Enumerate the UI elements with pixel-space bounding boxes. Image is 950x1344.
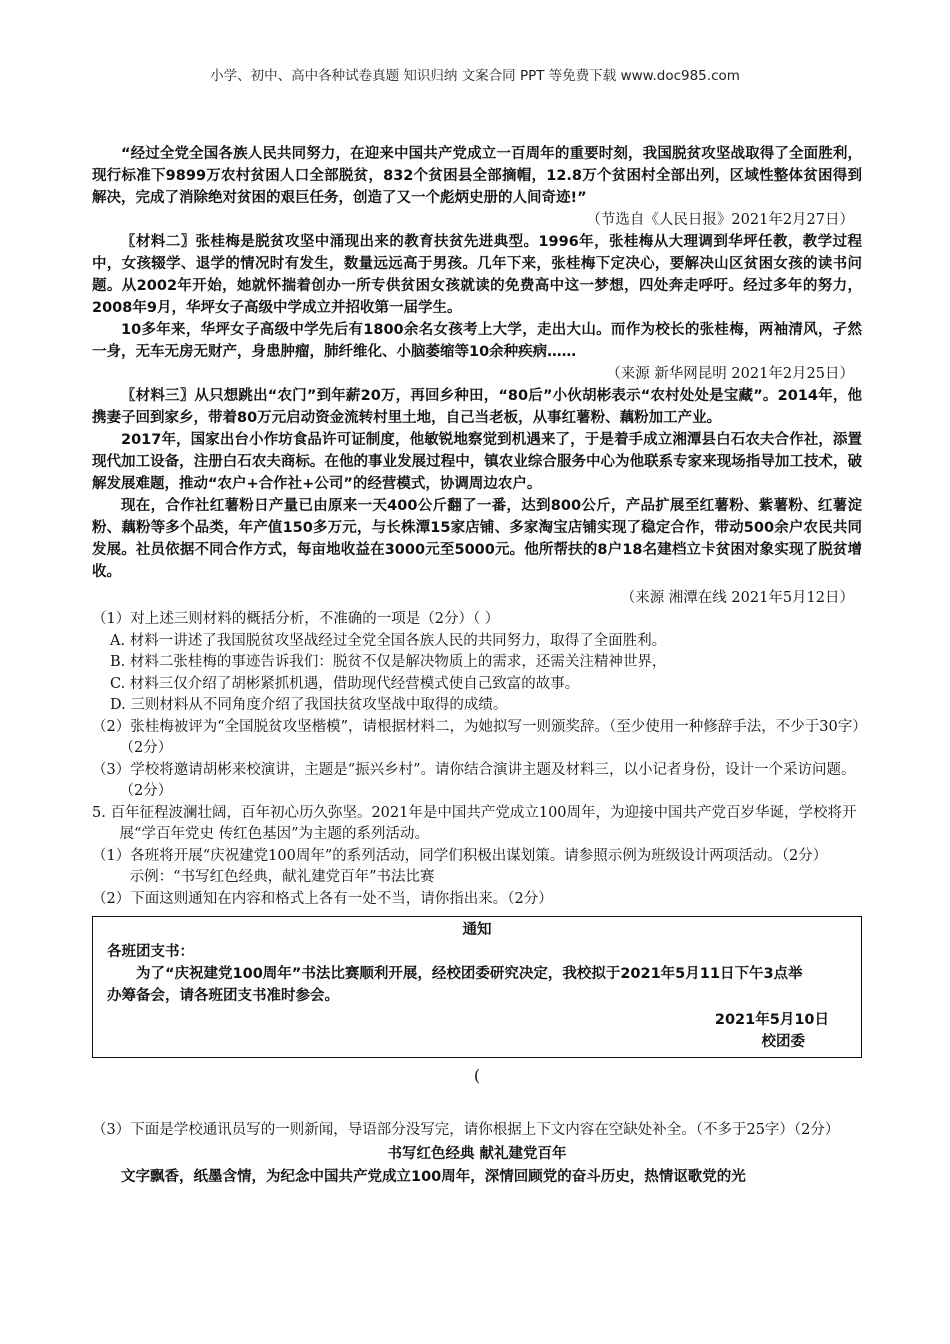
material3-para3: 现在，合作社红薯粉日产量已由原来一天400公斤翻了一番，达到800公斤，产品扩展至红薯粉、紫薯粉、红薯淀粉、藕粉等多个品类，年产值150多万元，与长株潭15家店铺、多家淘宝店铺实现了稳定合作，带动500余户农民共同发展。社员依据不同合作方式，每亩地收益在3000元至5000元。他所帮扶的8户18名建档立卡贫困对象实现了脱贫增收。 xyxy=(92,498,862,580)
q4-sub3: （3）学校将邀请胡彬来校演讲，主题是“振兴乡村”。请你结合演讲主题及材料三，以小记者身份，设计一个采访问题。（2分） xyxy=(92,761,856,799)
news-title: 书写红色经典 献礼建党百年 xyxy=(387,1145,567,1162)
material3-source: （来源 湘潭在线 2021年5月12日） xyxy=(620,590,854,606)
material2-para2: 10多年来，华坪女子高级中学先后有1800余名女孩考上大学，走出大山。而作为校长的张桂梅，两袖清风，孑然一身，无车无房无财产，身患肿瘤，肺纤维化、小脑萎缩等10余种疾病…… xyxy=(92,322,862,360)
material1-quote: “经过全党全国各族人民共同努力，在迎来中国共产党成立一百周年的重要时刻，我国脱贫攻坚战取得了全面胜利，现行标准下9899万农村贫困人口全部脱贫，832个贫困县全部摘帽，12.8万个贫困村全部出列，区域性整体贫困得到解决，完成了消除绝对贫困的艰巨任务，创造了又一个彪炳史册的人间奇迹!” xyxy=(92,146,862,206)
q4-sub2: （2）张桂梅被评为“全国脱贫攻坚楷模”，请根据材料二，为她拟写一则颁奖辞。（至少使用一种修辞手法，不少于30字）（2分） xyxy=(92,718,860,756)
material1-source: （节选自《人民日报》2021年2月27日） xyxy=(586,212,854,228)
q4-option-c: C. 材料三仅介绍了胡彬紧抓机遇，借助现代经营模式使自己致富的故事。 xyxy=(110,675,580,692)
notice-greeting: 各班团支书： xyxy=(107,944,194,960)
notice-body: 为了“庆祝建党100周年”书法比赛顺利开展，经校团委研究决定，我校拟于2021年5月11日下午3点举办筹备会，请各班团支书准时参会。 xyxy=(107,966,803,1004)
q5-sub3: （3）下面是学校通讯员写的一则新闻，导语部分没写完，请你根据上下文内容在空缺处补全。（不多于25字）（2分） xyxy=(92,1122,840,1138)
q5-stem: 5. 百年征程波澜壮阔，百年初心历久弥坚。2021年是中国共产党成立100周年，为迎接中国共产党百岁华诞，学校将开展“学百年党史 传红色基因”为主题的系列活动。 xyxy=(92,804,857,842)
material3-para2: 2017年，国家出台小作坊食品许可证制度，他敏锐地察觉到机遇来了，于是着手成立湘潭县白石农夫合作社，添置现代加工设备，注册白石农夫商标。在他的事业发展过程中，镇农业综合服务中心为他联系专家来现场指导加工技术，破解发展难题，推动“农户+合作社+公司”的经营模式，协调周边农户。 xyxy=(92,432,862,492)
q5-sub2: （2）下面这则通知在内容和格式上各有一处不当，请你指出来。（2分） xyxy=(92,890,553,907)
notice-org: 校团委 xyxy=(761,1034,805,1050)
q4-option-d: D. 三则材料从不同角度介绍了我国扶贫攻坚战中取得的成绩。 xyxy=(110,697,508,713)
material2-para1: 〖材料二〗张桂梅是脱贫攻坚中涌现出来的教育扶贫先进典型。1996年，张桂梅从大理调到华坪任教，教学过程中，女孩辍学、退学的情况时有发生，数量远远高于男孩。几年下来，张桂梅下定决心，要解决山区贫困女孩的读书问题。从2002年开始，她就怀揣着创办一所专供贫困女孩就读的免费高中这一梦想，四处奔走呼吁。经过多年的努力，2008年9月，华坪女子高级中学成立并招收第一届学生。 xyxy=(92,234,862,316)
material3-para1: 〖材料三〗从只想跳出“农门”到年薪20万，再回乡种田，“80后”小伙胡彬表示“农村处处是宝藏”。2014年，他携妻子回到家乡，带着80万元启动资金流转村里土地，自己当老板，从事红薯粉、藕粉加工产业。 xyxy=(92,388,862,426)
q5-sub1: （1）各班将开展“庆祝建党100周年”的系列活动，同学们积极出谋划策。请参照示例为班级设计两项活动。（2分） xyxy=(92,847,828,864)
notice-box xyxy=(92,916,862,1058)
notice-date: 2021年5月10日 xyxy=(714,1012,829,1028)
q4-sub1: （1）对上述三则材料的概括分析，不准确的一项是（2分）（ ） xyxy=(92,611,500,627)
material2-source: （来源 新华网昆明 2021年2月25日） xyxy=(606,366,854,382)
q4-option-b: B. 材料二张桂梅的事迹告诉我们：脱贫不仅是解决物质上的需求，还需关注精神世界， xyxy=(110,654,667,670)
notice-title: 通知 xyxy=(462,922,492,938)
q4-option-a: A. 材料一讲述了我国脱贫攻坚战经过全党全国各族人民的共同努力，取得了全面胜利。 xyxy=(110,632,667,649)
news-lead: 文字飘香，纸墨含情，为纪念中国共产党成立100周年，深情回顾党的奋斗历史，热情讴歌党的光 xyxy=(121,1168,746,1185)
question-5-3 xyxy=(92,1120,862,1142)
document-body xyxy=(92,143,862,1188)
q5-example: 示例：“书写红色经典，献礼建党百年”书法比赛 xyxy=(129,869,435,885)
answer-paren: ( xyxy=(473,1066,481,1085)
question-4 xyxy=(92,609,862,803)
question-5 xyxy=(92,803,862,911)
page-header: 小学、初中、高中各种试卷真题 知识归纳 文案合同 PPT 等免费下载 www.doc985.com xyxy=(210,68,740,84)
